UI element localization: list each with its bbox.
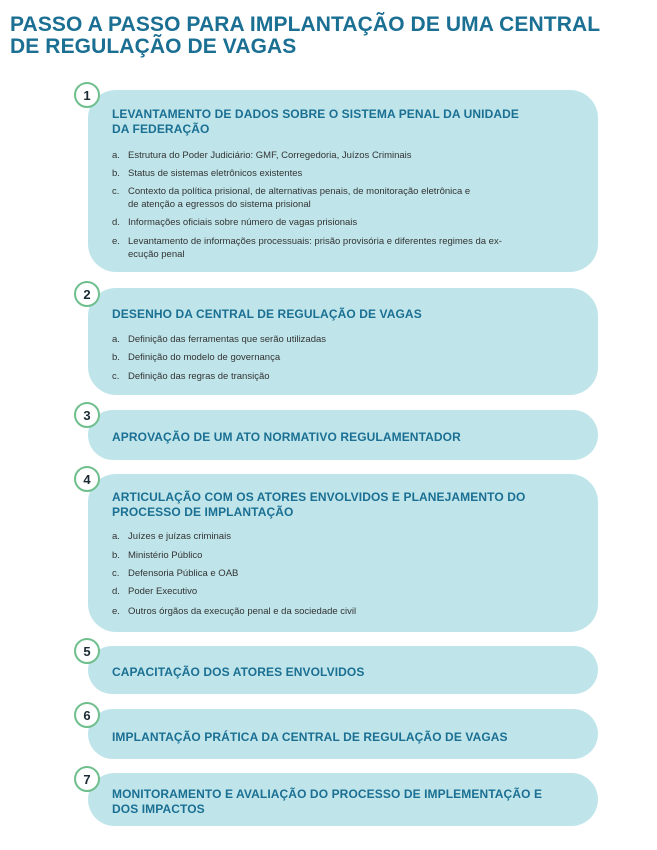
item-marker: c. bbox=[112, 371, 120, 382]
item-marker: c. bbox=[112, 186, 120, 197]
step-2-item-a bbox=[112, 334, 582, 347]
step-4-item-c bbox=[112, 568, 582, 581]
step-1-item-a bbox=[112, 150, 582, 163]
step-2-number-badge: 2 bbox=[74, 281, 100, 307]
step-2-item-b bbox=[112, 352, 582, 365]
step-1-item-c bbox=[112, 186, 582, 211]
item-text: Definição do modelo de governança bbox=[128, 352, 281, 363]
item-text: Estrutura do Poder Judiciário: GMF, Corregedoria, Juízos Criminais bbox=[128, 150, 412, 161]
item-text: Poder Executivo bbox=[128, 586, 198, 597]
step-2-item-c bbox=[112, 371, 582, 384]
step-6-number-badge: 6 bbox=[74, 702, 100, 728]
item-marker: a. bbox=[112, 531, 120, 542]
item-text: Informações oficiais sobre número de vagas prisionais bbox=[128, 217, 358, 228]
item-marker: a. bbox=[112, 150, 120, 161]
item-text: Levantamento de informações processuais: prisão provisória e diferentes regimes da ex- ecução penal bbox=[128, 236, 502, 260]
page-title: PASSO A PASSO PARA IMPLANTAÇÃO DE UMA CENTRAL DE REGULAÇÃO DE VAGAS bbox=[10, 13, 601, 58]
step-1-item-d bbox=[112, 217, 582, 230]
step-6-title: IMPLANTAÇÃO PRÁTICA DA CENTRAL DE REGULAÇÃO DE VAGAS bbox=[112, 730, 508, 744]
item-text: Ministério Público bbox=[128, 550, 203, 561]
step-1-item-e bbox=[112, 236, 582, 261]
item-marker: a. bbox=[112, 334, 120, 345]
step-2-title: DESENHO DA CENTRAL DE REGULAÇÃO DE VAGAS bbox=[112, 307, 422, 321]
step-3-title: APROVAÇÃO DE UM ATO NORMATIVO REGULAMENTADOR bbox=[112, 430, 461, 444]
item-marker: d. bbox=[112, 586, 120, 597]
step-7-title: MONITORAMENTO E AVALIAÇÃO DO PROCESSO DE IMPLEMENTAÇÃO E DOS IMPACTOS bbox=[112, 787, 543, 816]
step-4-number-badge: 4 bbox=[74, 466, 100, 492]
item-marker: b. bbox=[112, 550, 120, 561]
step-1-number-badge: 1 bbox=[74, 82, 100, 108]
step-5-number-badge: 5 bbox=[74, 638, 100, 664]
step-1-item-b bbox=[112, 168, 582, 181]
step-1-title: LEVANTAMENTO DE DADOS SOBRE O SISTEMA PENAL DA UNIDADE DA FEDERAÇÃO bbox=[112, 107, 519, 136]
item-text: Definição das regras de transição bbox=[128, 371, 270, 382]
step-5-title: CAPACITAÇÃO DOS ATORES ENVOLVIDOS bbox=[112, 665, 365, 679]
item-text: Defensoria Pública e OAB bbox=[128, 568, 239, 579]
step-4-item-d bbox=[112, 586, 582, 599]
item-marker: c. bbox=[112, 568, 120, 579]
step-4-item-b bbox=[112, 550, 582, 563]
item-marker: d. bbox=[112, 217, 120, 228]
step-4-item-a bbox=[112, 531, 582, 544]
item-text: Outros órgãos da execução penal e da sociedade civil bbox=[128, 606, 357, 617]
step-4-title: ARTICULAÇÃO COM OS ATORES ENVOLVIDOS E PLANEJAMENTO DO PROCESSO DE IMPLANTAÇÃO bbox=[112, 490, 526, 519]
step-3-number-badge: 3 bbox=[74, 402, 100, 428]
step-4-item-e bbox=[112, 606, 582, 619]
item-marker: e. bbox=[112, 236, 120, 247]
step-7-number-badge: 7 bbox=[74, 766, 100, 792]
item-text: Status de sistemas eletrônicos existentes bbox=[128, 168, 303, 179]
item-text: Juízes e juízas criminais bbox=[128, 531, 231, 542]
item-marker: b. bbox=[112, 352, 120, 363]
item-text: Contexto da política prisional, de alternativas penais, de monitoração eletrônica e de atenção a egressos do sistema prisional bbox=[128, 186, 471, 210]
item-marker: b. bbox=[112, 168, 120, 179]
item-marker: e. bbox=[112, 606, 120, 617]
item-text: Definição das ferramentas que serão utilizadas bbox=[128, 334, 327, 345]
